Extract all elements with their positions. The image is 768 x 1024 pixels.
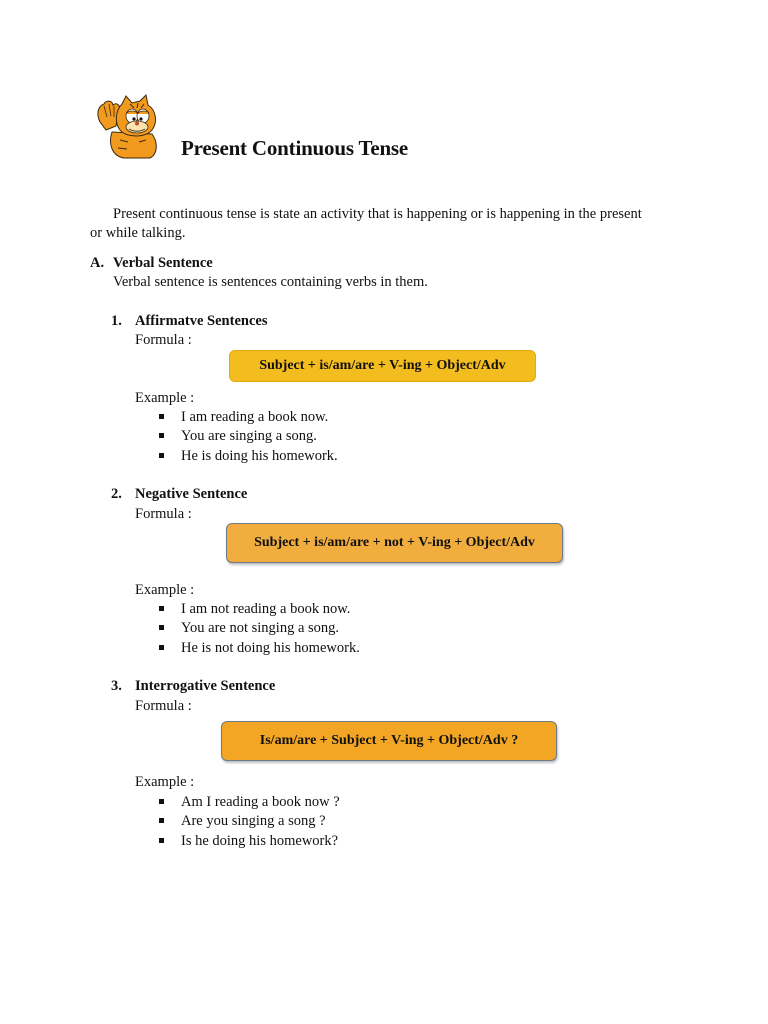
formula-box-2: Subject + is/am/are + not + V-ing + Object/Adv — [226, 523, 563, 563]
page-title: Present Continuous Tense — [181, 136, 409, 160]
formula-label-3: Formula : — [135, 698, 192, 714]
subsection-heading-3: 3. Interrogative Sentence — [111, 678, 276, 694]
list-item: You are not singing a song. — [135, 619, 360, 638]
list-item: You are singing a song. — [135, 427, 338, 446]
example-list-1 — [135, 408, 338, 466]
list-item: He is not doing his homework. — [135, 639, 360, 658]
waving-cat-icon — [94, 92, 166, 160]
list-item: Is he doing his homework? — [135, 832, 340, 851]
list-item: I am reading a book now. — [135, 408, 338, 427]
subsection-heading-1: 1. Affirmatve Sentences — [111, 313, 268, 329]
list-item: I am not reading a book now. — [135, 600, 360, 619]
list-item: Am I reading a book now ? — [135, 793, 340, 812]
formula-box-1: Subject + is/am/are + V-ing + Object/Adv — [229, 350, 536, 382]
list-item: Are you singing a song ? — [135, 812, 340, 831]
intro-line-2: or while talking. — [90, 225, 186, 241]
example-label-1: Example : — [135, 390, 195, 406]
example-list-2 — [135, 600, 360, 658]
example-list-3 — [135, 793, 340, 851]
formula-box-3: Is/am/are + Subject + V-ing + Object/Adv ? — [221, 721, 557, 761]
subsection-heading-2: 2. Negative Sentence — [111, 486, 248, 502]
section-description: Verbal sentence is sentences containing verbs in them. — [113, 274, 428, 290]
formula-label-1: Formula : — [135, 332, 192, 348]
section-heading: Verbal Sentence — [113, 255, 213, 271]
example-label-3: Example : — [135, 774, 195, 790]
example-label-2: Example : — [135, 582, 195, 598]
list-item: He is doing his homework. — [135, 447, 338, 466]
intro-line-1: Present continuous tense is state an activity that is happening or is happening in the present — [113, 206, 642, 222]
formula-label-2: Formula : — [135, 506, 192, 522]
section-letter: A. — [90, 255, 105, 271]
